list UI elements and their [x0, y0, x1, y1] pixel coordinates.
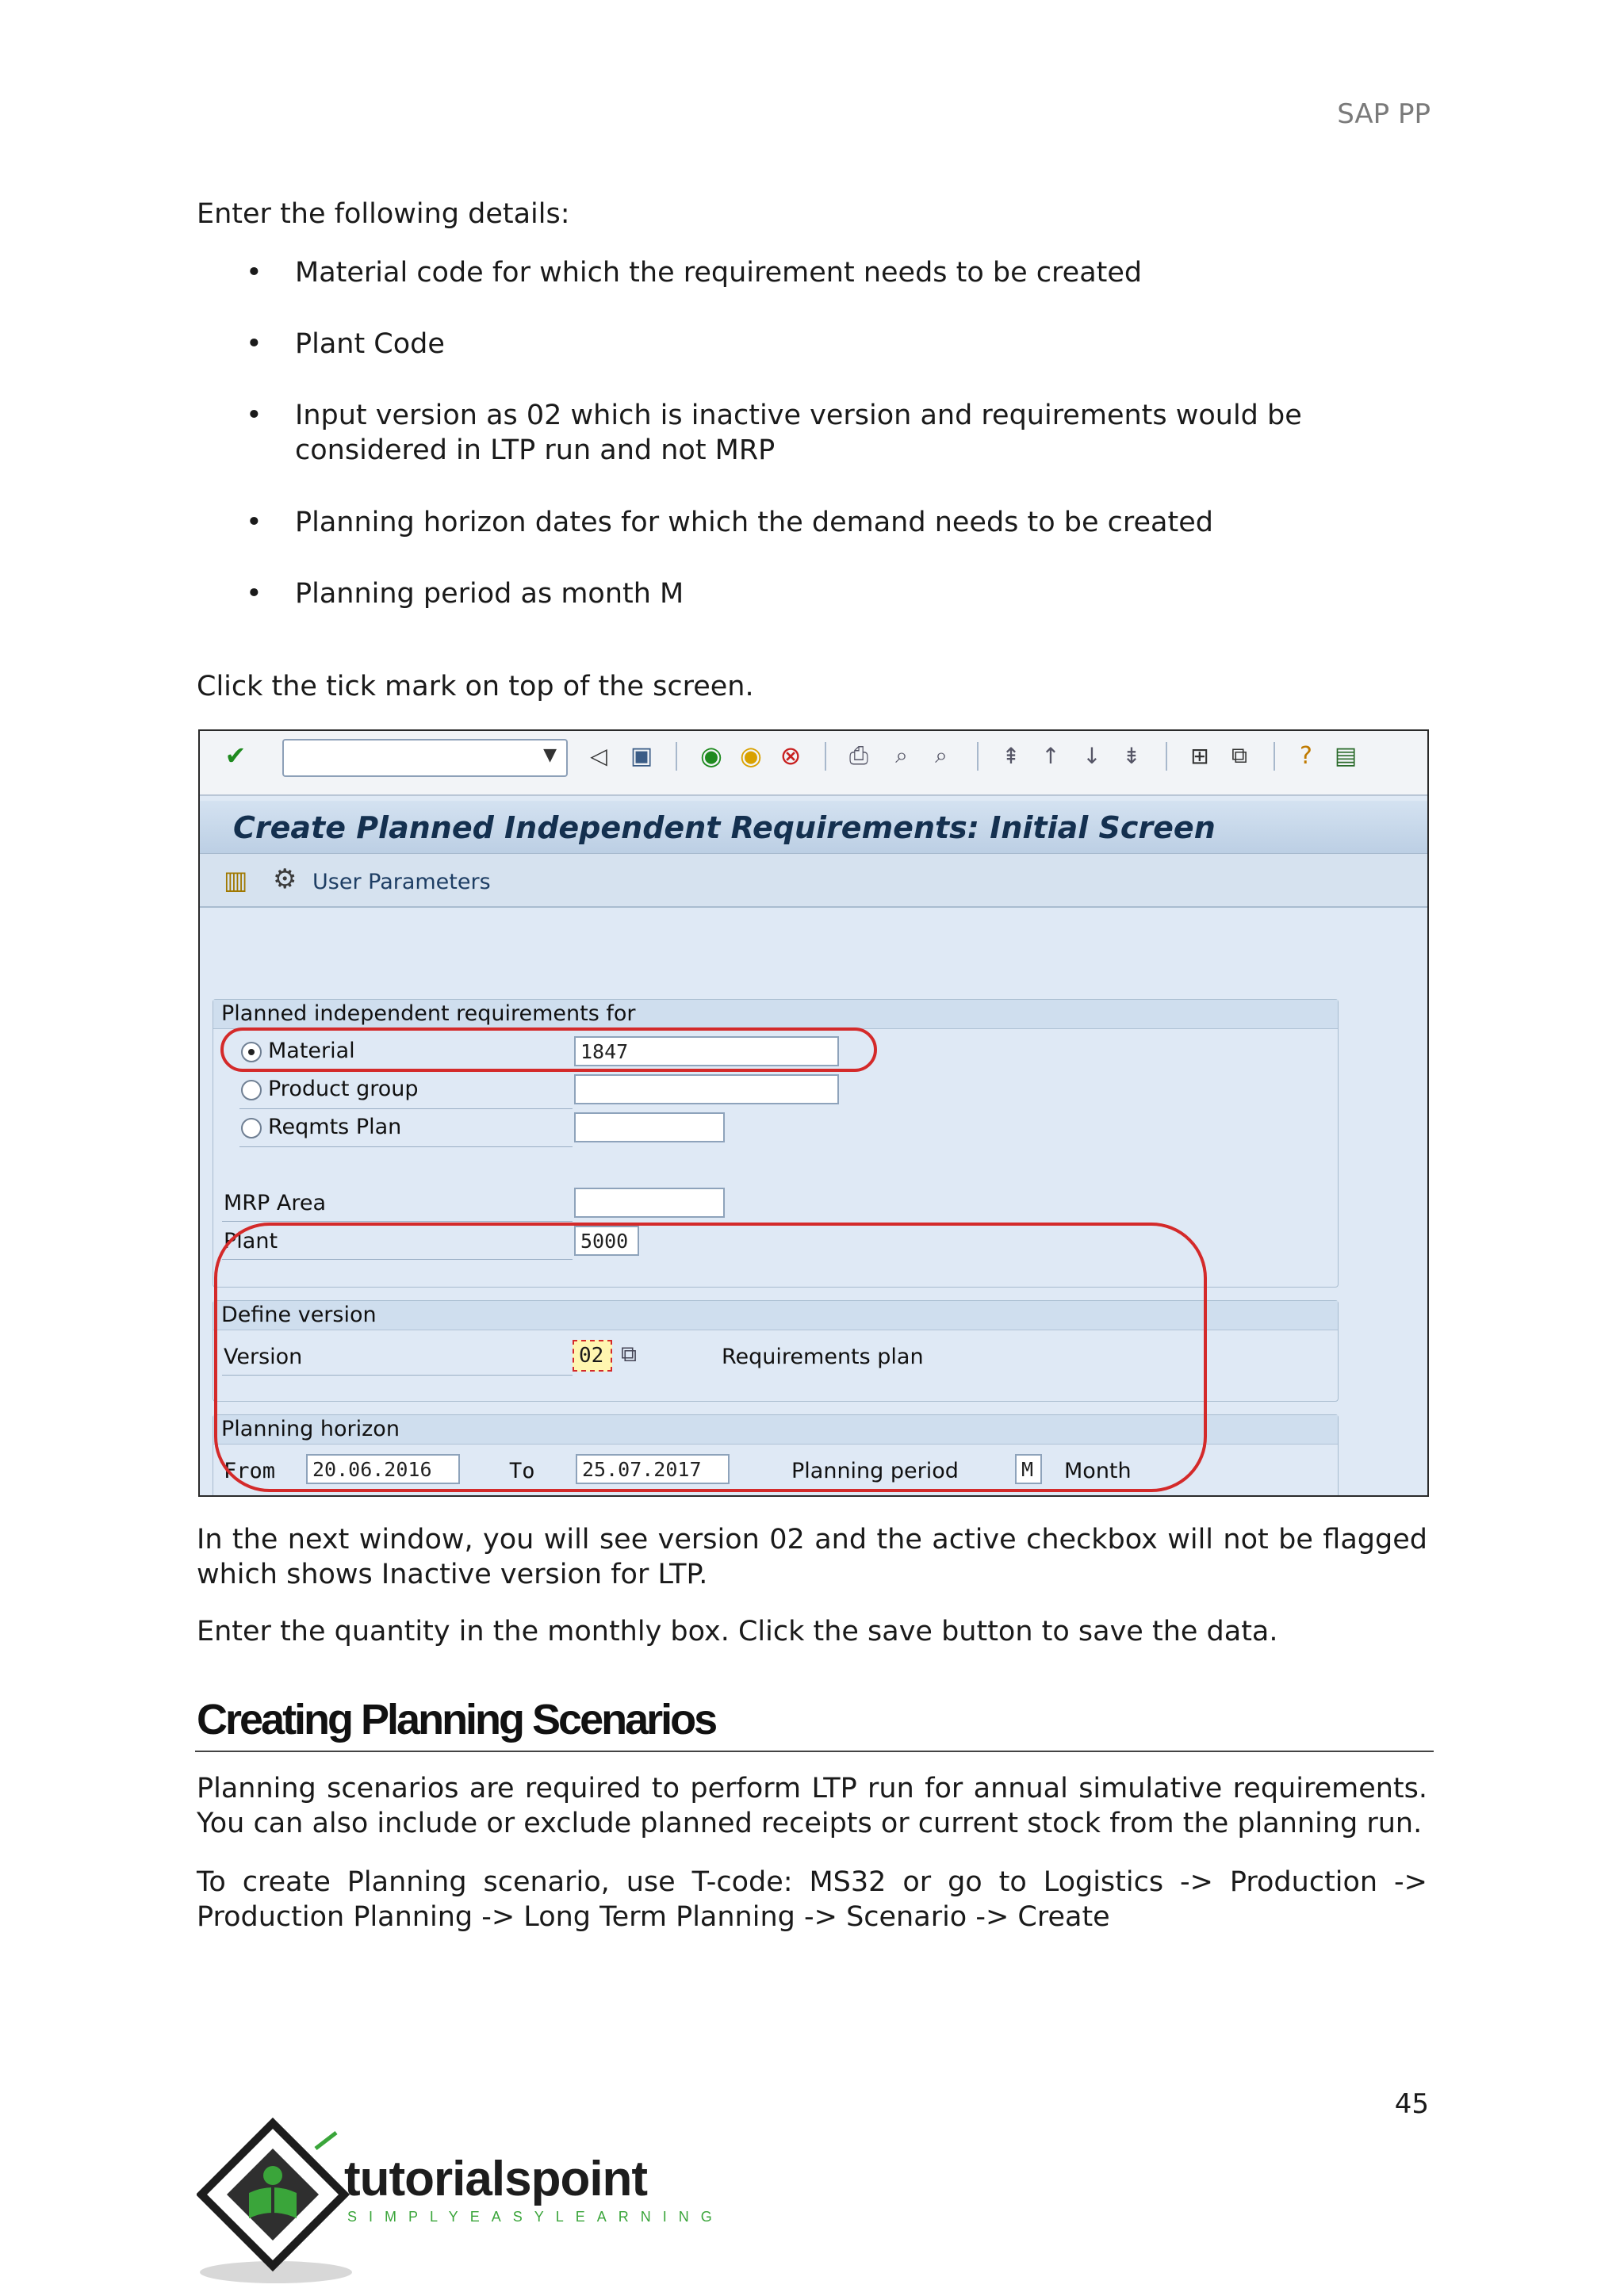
toolbar-separator [825, 742, 826, 771]
logo-text: tutorialspoint [344, 2152, 648, 2206]
running-header: SAP PP [1337, 98, 1431, 130]
new-session-icon[interactable]: ⊞ [1190, 742, 1209, 769]
row-divider [239, 1146, 573, 1147]
user-parameters-icon[interactable]: ⚙ [273, 863, 297, 895]
sap-screenshot [198, 729, 1429, 1497]
back-icon[interactable]: ◉ [700, 740, 722, 771]
first-page-icon[interactable]: ⇞ [1002, 742, 1021, 769]
product-group-label: Product group [268, 1077, 419, 1101]
help-icon[interactable]: ? [1300, 741, 1312, 770]
version-description: Requirements plan [722, 1345, 924, 1369]
to-label: To [509, 1459, 535, 1483]
planning-period-input[interactable]: M [1015, 1454, 1042, 1484]
product-group-radio[interactable] [241, 1080, 262, 1100]
intro-text: Enter the following details: [197, 198, 570, 230]
enter-check-icon[interactable]: ✔ [224, 740, 247, 771]
reqmts-plan-input[interactable] [574, 1112, 725, 1142]
section-heading: Creating Planning Scenarios [197, 1696, 716, 1743]
row-divider [239, 1108, 573, 1109]
material-radio[interactable] [241, 1042, 262, 1062]
print-icon[interactable]: ⎙ [849, 741, 868, 770]
heading-rule [195, 1751, 1434, 1752]
mrp-area-label: MRP Area [224, 1191, 327, 1215]
row-divider [222, 1259, 573, 1260]
toolbar-separator [1166, 742, 1167, 771]
next-window-text: In the next window, you will see version 02 and the active checkbox will not be flagged which shows Inactive version for LTP. [197, 1524, 1427, 1590]
standard-toolbar [200, 731, 1427, 796]
group-title: Planned independent requirements for [221, 1001, 636, 1026]
layout-menu-icon[interactable]: ▤ [1334, 741, 1358, 770]
period-description: Month [1064, 1459, 1132, 1483]
material-input[interactable]: 1847 [574, 1036, 839, 1066]
plant-label: Plant [224, 1229, 278, 1253]
toolbar-separator [977, 742, 979, 771]
find-icon[interactable]: ⌕ [895, 742, 908, 768]
from-date-input[interactable]: 20.06.2016 [306, 1454, 460, 1484]
logo-head [263, 2166, 282, 2185]
command-field[interactable] [282, 739, 568, 777]
copy-document-icon[interactable]: ▥ [224, 865, 248, 895]
chevron-down-icon[interactable]: ▼ [543, 745, 557, 765]
tcode-paragraph: To create Planning scenario, use T-code: MS32 or go to Logistics -> Production -> Production Planning -> Long Term Planning -> Scenario -> Create [197, 1866, 1427, 1933]
tutorialspoint-logo [197, 2117, 724, 2291]
logo-spark [316, 2133, 336, 2149]
toolbar-separator [1274, 742, 1275, 771]
toolbar-separator [676, 742, 677, 771]
previous-page-icon[interactable]: ↑ [1041, 742, 1060, 769]
reqmts-plan-radio[interactable] [241, 1118, 262, 1138]
version-label: Version [224, 1345, 303, 1369]
group-title: Planning horizon [221, 1417, 400, 1441]
to-date-input[interactable]: 25.07.2017 [576, 1454, 730, 1484]
value-help-icon[interactable]: ⧉ [621, 1341, 637, 1367]
row-divider [239, 1070, 573, 1071]
application-toolbar [200, 854, 1427, 908]
shortcut-icon[interactable]: ⧉ [1231, 742, 1247, 768]
cancel-icon[interactable]: ⊗ [779, 740, 802, 771]
find-next-icon[interactable]: ⌕ [935, 742, 948, 768]
from-label: From [224, 1459, 276, 1483]
material-label: Material [268, 1039, 355, 1063]
click-tick-text: Click the tick mark on top of the screen. [197, 671, 754, 702]
exit-icon[interactable]: ◉ [740, 740, 762, 771]
save-icon[interactable]: ▣ [630, 741, 653, 770]
page-title: Create Planned Independent Requirements: Initial Screen [233, 810, 1216, 845]
scenarios-paragraph: Planning scenarios are required to perform LTP run for annual simulative requirements. You can also include or exclude planned receipts or current stock from the planning run. [197, 1773, 1427, 1839]
next-page-icon[interactable]: ↓ [1082, 742, 1101, 769]
version-input[interactable]: 02 [573, 1340, 612, 1372]
logo-tagline: SIMPLYEASYLEARNING [347, 2209, 724, 2225]
page-number: 45 [1394, 2088, 1429, 2120]
product-group-input[interactable] [574, 1074, 839, 1104]
reqmts-plan-label: Reqmts Plan [268, 1115, 402, 1139]
back-arrow-icon[interactable]: ◁ [590, 742, 607, 769]
row-divider [222, 1221, 573, 1222]
group-title: Define version [221, 1303, 377, 1327]
mrp-area-input[interactable] [574, 1188, 725, 1218]
plant-input[interactable]: 5000 [574, 1226, 639, 1256]
row-divider [222, 1375, 573, 1376]
user-parameters-button[interactable]: User Parameters [312, 870, 491, 894]
last-page-icon[interactable]: ⇟ [1122, 742, 1141, 769]
planning-period-label: Planning period [791, 1459, 959, 1483]
logo-wordmark [344, 2153, 647, 2206]
enter-quantity-text: Enter the quantity in the monthly box. Click the save button to save the data. [197, 1616, 1278, 1647]
title-bar [200, 801, 1427, 854]
